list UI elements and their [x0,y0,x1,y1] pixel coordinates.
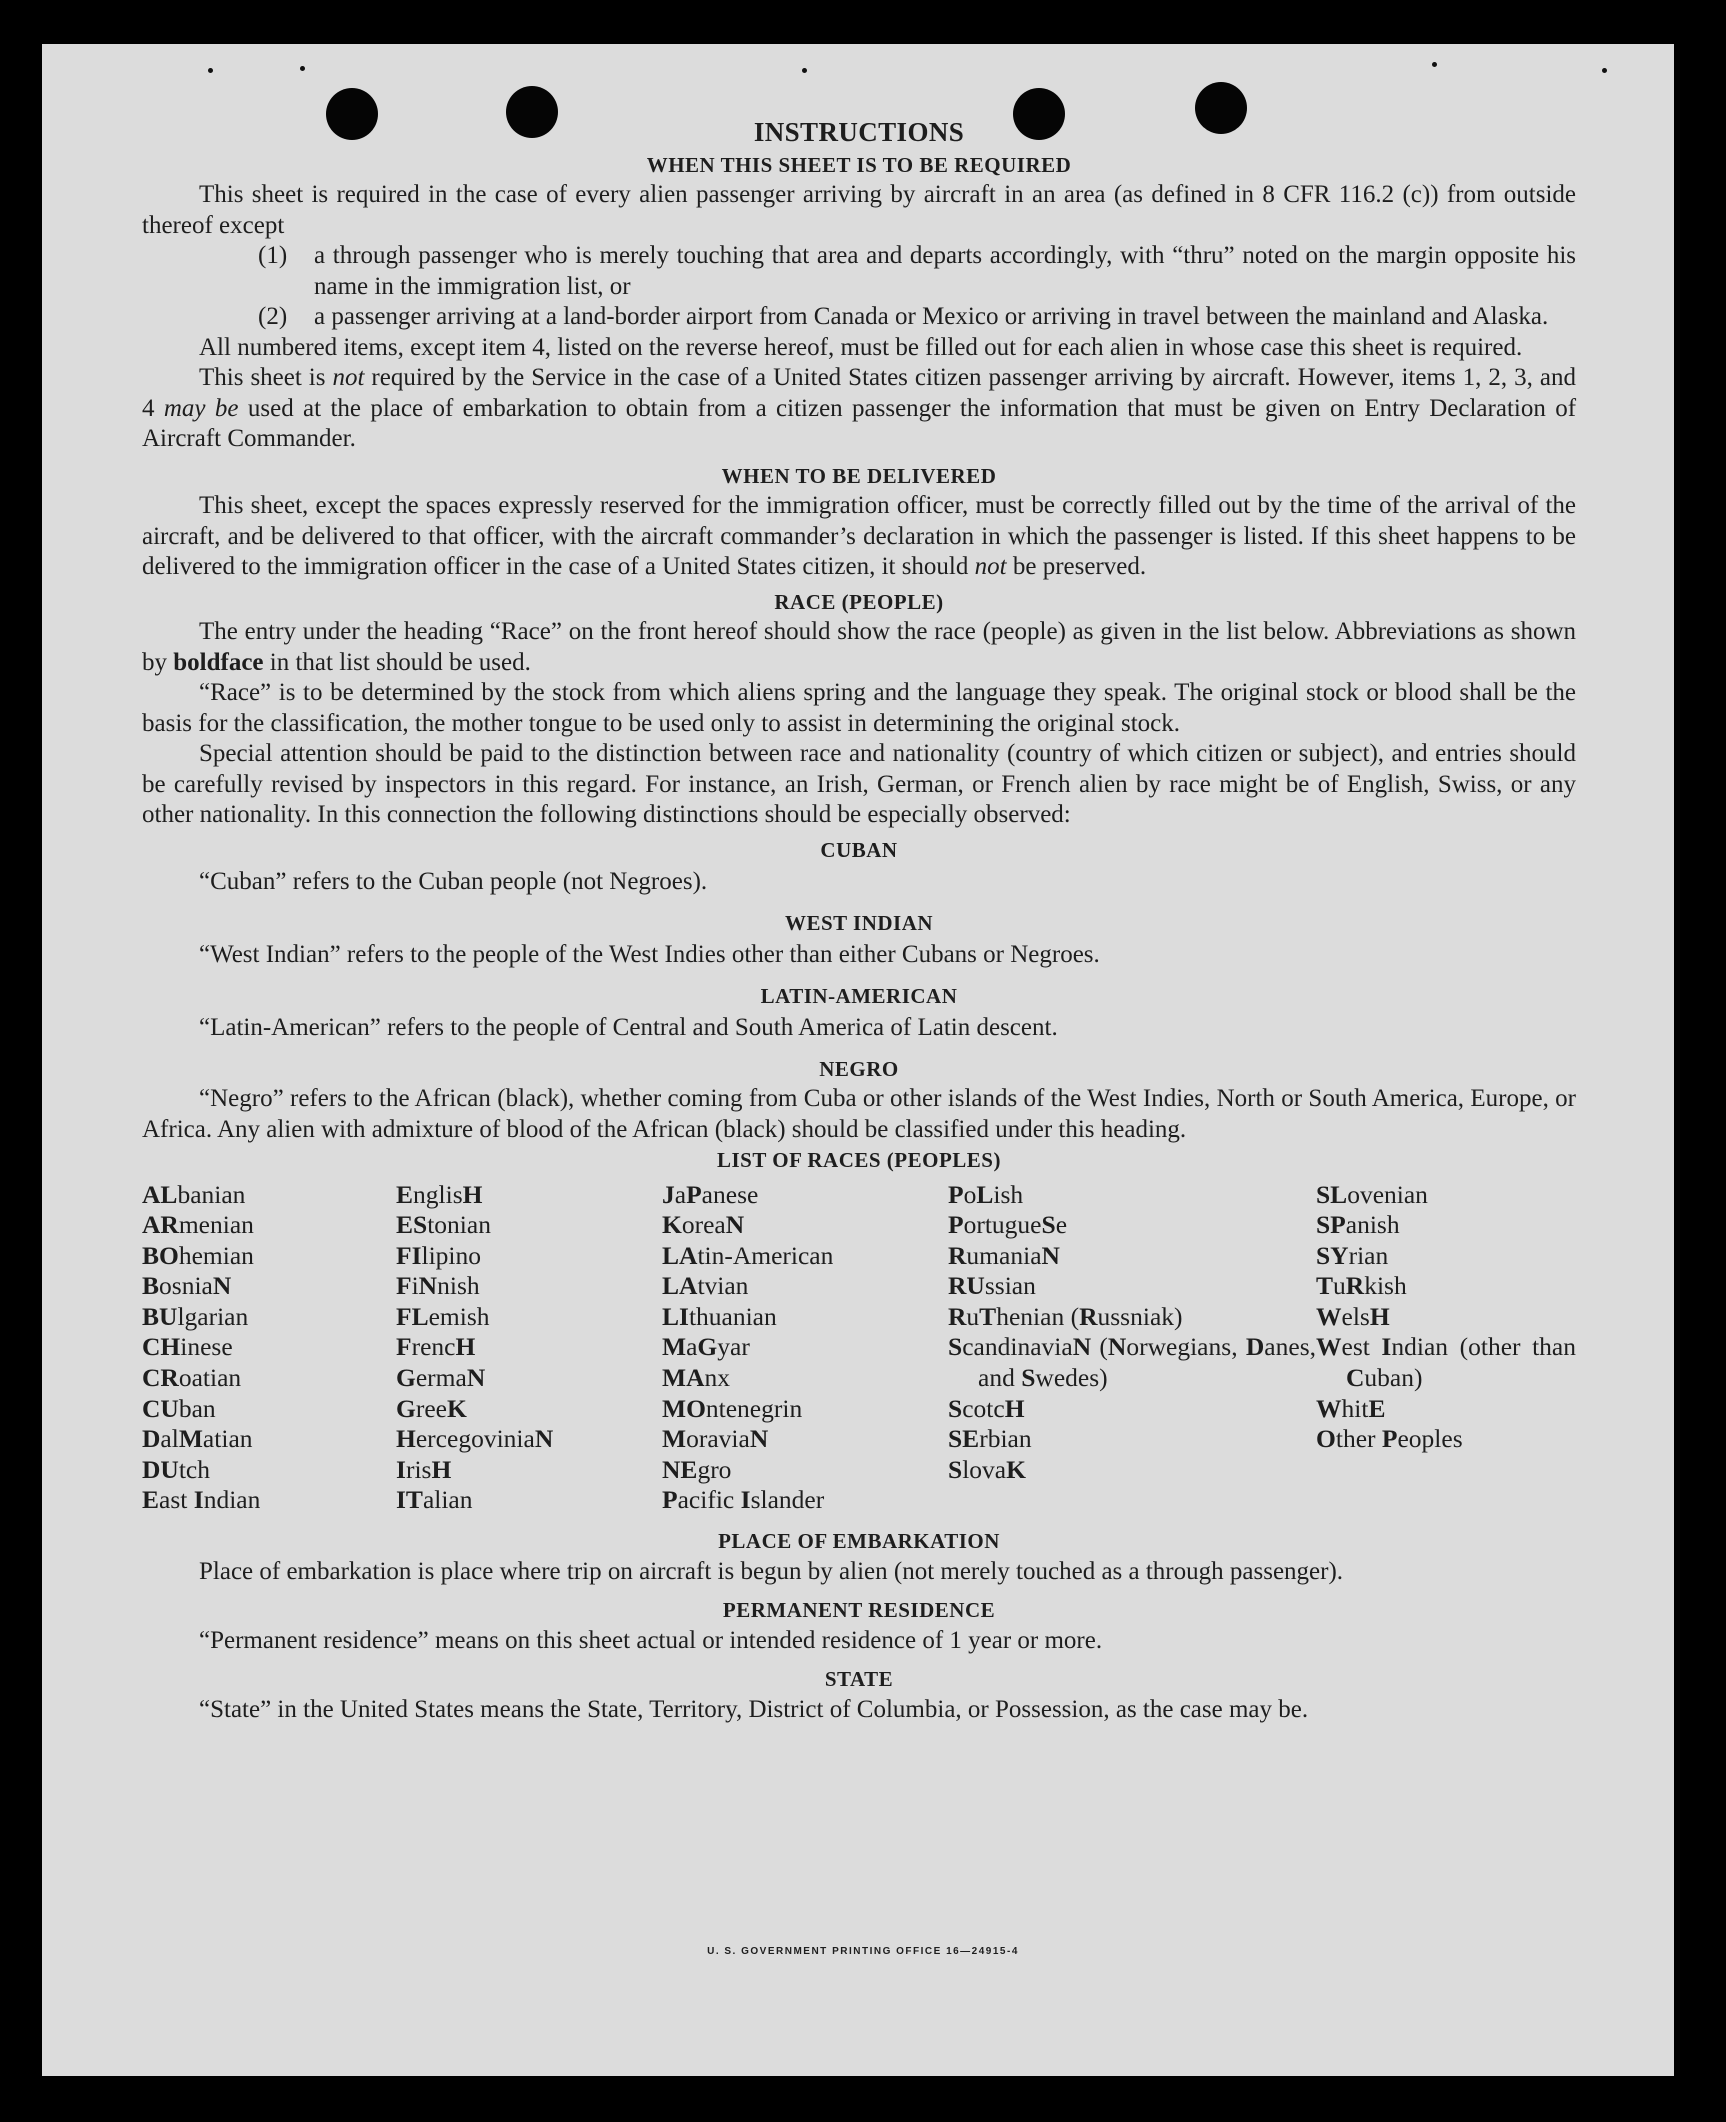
race-entry: MOntenegrin [662,1393,803,1423]
race-entry: PoLish [948,1179,1024,1209]
item-number: (1) [258,242,288,269]
race-entry: SlovaK [948,1454,1026,1484]
race-entry: BOhemian [142,1240,254,1270]
race-entry: ScandinaviaN (Norwegians, Danes, and Swedes) [948,1332,1316,1393]
race-entry: TuRkish [1316,1271,1407,1301]
section-heading: PERMANENT RESIDENCE [722,1598,996,1623]
race-entry: NEgro [662,1454,732,1484]
numbered-item [258,302,1576,333]
paragraph: “Cuban” refers to the Cuban people (not Negroes). [199,868,708,895]
paragraph: All numbered items, except item 4, listed on the reverse hereof, must be filled out for each alien in whose case this sheet is required. [199,333,1523,361]
race-entry: DalMatian [142,1424,253,1454]
race-entry: BUlgarian [142,1301,249,1331]
race-entry: DUtch [142,1454,210,1484]
item-text: a passenger arriving at a land-border airport from Canada or Mexico or arriving in travel between the mainland and Alaska. [314,303,1549,330]
section-heading: WEST INDIAN [784,910,934,935]
race-entry: MaGyar [662,1332,750,1362]
race-entry: KoreaN [662,1210,745,1240]
race-entry: ITalian [396,1485,473,1515]
race-entry: LAtvian [662,1271,749,1301]
race-entry: ALbanian [142,1179,246,1209]
race-entry: EStonian [396,1210,491,1240]
emphasis: may be [163,394,239,422]
emphasis: not [332,364,365,391]
race-entry: GreeK [396,1393,467,1423]
race-entry: WelsH [1316,1301,1390,1331]
item-number: (2) [258,303,288,330]
section-heading: NEGRO [819,1056,899,1081]
paragraph: “Negro” refers to the African (black), whether coming from Cuba or other islands of the West Indies, North or South America, Europe, or Africa. Any alien with admixture of blood of the African (black) should be classified under this heading. [142,1085,1576,1143]
race-entry: LIthuanian [662,1301,777,1331]
instructions-body [142,117,1576,1725]
speck [1602,68,1607,73]
race-entry: FLemish [396,1301,490,1331]
race-entry: Pacific Islander [662,1485,825,1515]
race-entry: West Indian (other than Cuban) [1316,1332,1576,1393]
race-entry: LAtin-American [662,1240,834,1270]
paragraph: This sheet is not required by the Service in the case of a United States citizen passenger arriving by aircraft. However, items 1, 2, 3, and 4 may be used at the place of embarkation to obtain from a citizen passenger the information that must be given on Entry Declaration of Aircraft Commander. [142,364,1577,452]
race-entry: JaPanese [662,1179,759,1209]
paragraph: This sheet is required in the case of every alien passenger arriving by aircraft in an area (as defined in 8 CFR 116.2 (c)) from outside thereof except [142,181,1576,239]
section-heading: WHEN THIS SHEET IS TO BE REQUIRED [646,152,1072,177]
race-column [396,1180,662,1517]
section-heading: PLACE OF EMBARKATION [718,1529,1000,1554]
race-entry: SPanish [1316,1210,1400,1240]
race-entry: SLovenian [1316,1179,1428,1209]
paragraph: “West Indian” refers to the people of the West Indies other than either Cubans or Negroes. [199,941,1100,968]
race-entry: CUban [142,1393,216,1423]
section-heading: LIST OF RACES (PEOPLES) [717,1148,1001,1172]
printer-imprint: U. S. GOVERNMENT PRINTING OFFICE 16—24915-4 [707,1946,1019,1957]
race-entry: ARmenian [142,1210,254,1240]
section-heading: STATE [824,1667,894,1692]
race-entry: SErbian [948,1424,1032,1454]
paragraph: “Latin-American” refers to the people of Central and South America of Latin descent. [199,1014,1058,1041]
page-title: INSTRUCTIONS [753,117,965,147]
race-entry: EnglisH [396,1179,483,1209]
emphasis: not [974,553,1007,580]
numbered-item [258,241,1576,302]
item-text: a through passenger who is merely touching that area and departs accordingly, with “thru” noted on the margin opposite his name in the immigration list, or [314,242,1576,300]
paragraph: This sheet, except the spaces expressly reserved for the immigration officer, must be correctly filled out by the time of the arrival of the aircraft, and be delivered to that officer, with the aircraft commander’s declaration in which the passenger is listed. If this sheet happens to be delivered to the immigration officer in the case of a United States citizen, it should not be preserved. [142,492,1576,580]
race-column [948,1180,1316,1517]
race-entry: ScotcH [948,1393,1025,1423]
race-entry: Other Peoples [1316,1424,1463,1454]
paragraph: “State” in the United States means the State, Territory, District of Columbia, or Possession, as the case may be. [199,1695,1309,1723]
race-column [662,1180,948,1517]
race-entry: FiNnish [396,1271,480,1301]
race-column [142,1180,396,1517]
race-entry: CHinese [142,1332,233,1362]
bold-word: boldface [173,648,264,676]
section-heading: LATIN-AMERICAN [760,983,958,1008]
race-entry: FrencH [396,1332,476,1362]
race-entry: MoraviaN [662,1424,769,1454]
speck [208,68,213,73]
section-heading: RACE (PEOPLE) [774,589,944,614]
race-entry: RUssian [948,1271,1036,1301]
speck [1432,62,1437,67]
section-heading: WHEN TO BE DELIVERED [721,463,997,488]
paragraph: The entry under the heading “Race” on the front hereof should show the race (people) as given in the list below. Abbreviations as shown by boldface in that list should be used. [142,618,1576,676]
race-entry: East Indian [142,1485,261,1515]
race-column [1316,1180,1576,1517]
race-entry: SYrian [1316,1240,1389,1270]
race-entry: CRoatian [142,1363,242,1393]
race-entry: FIlipino [396,1240,482,1270]
paragraph: Place of embarkation is place where trip on aircraft is begun by alien (not merely touched as a through passenger). [199,1557,1344,1585]
race-list [142,1180,1576,1517]
speck [802,68,807,73]
race-entry: IrisH [396,1454,452,1484]
race-entry: BosniaN [142,1271,232,1301]
race-entry: HercegoviniaN [396,1424,554,1454]
paragraph: “Permanent residence” means on this sheet actual or intended residence of 1 year or more. [199,1626,1103,1654]
paragraph: “Race” is to be determined by the stock from which aliens spring and the language they speak. The original stock or blood shall be the basis for the classification, the mother tongue to be used only to assist in determining the original stock. [142,679,1576,737]
race-entry: GermaN [396,1363,486,1393]
paragraph: Special attention should be paid to the distinction between race and nationality (country of which citizen or subject), and entries should be carefully revised by inspectors in this regard. For instance, an Irish, German, or French alien by race might be of English, Swiss, or any other nationality. In this connection the following distinctions should be especially observed: [142,740,1576,828]
race-entry: MAnx [662,1363,730,1393]
race-entry: PortugueSe [948,1210,1068,1240]
speck [300,66,305,71]
section-heading: CUBAN [820,837,898,862]
race-entry: WhitE [1316,1393,1386,1423]
race-entry: RuThenian (Russniak) [948,1301,1183,1331]
race-entry: RumaniaN [948,1240,1060,1270]
